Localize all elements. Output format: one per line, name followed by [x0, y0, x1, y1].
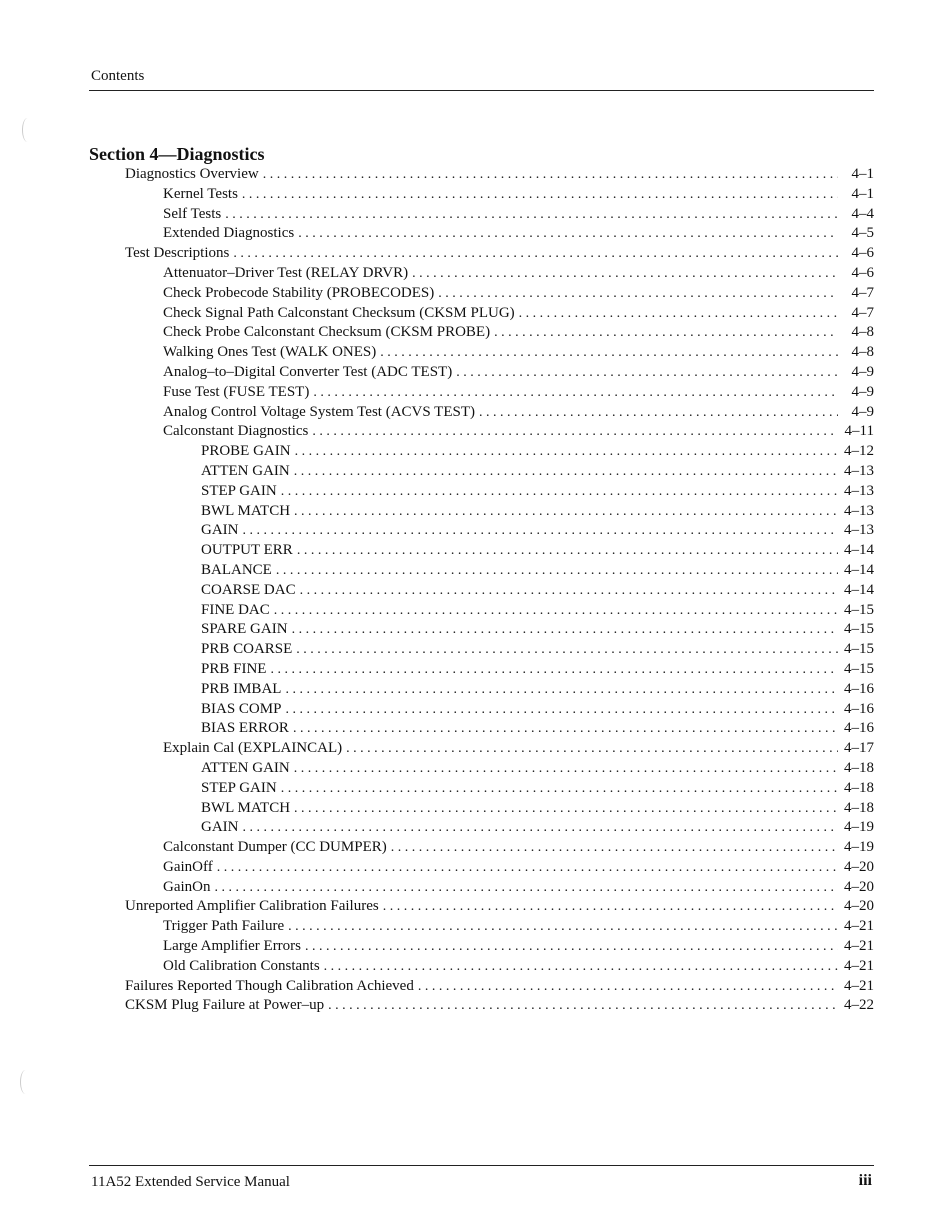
dot-leader: [438, 284, 838, 304]
running-header: Contents: [91, 68, 145, 84]
toc-entry-label: Check Probe Calconstant Checksum (CKSM PROBE): [163, 324, 491, 341]
scan-artifact: [20, 1070, 31, 1094]
toc-entry[interactable]: [0, 244, 874, 264]
toc-entry-page: 4–19: [844, 819, 874, 836]
toc-entry-label: Check Probecode Stability (PROBECODES): [163, 284, 435, 301]
toc-entry-page: 4–19: [844, 839, 874, 856]
toc-entry-label: Fuse Test (FUSE TEST): [163, 383, 310, 400]
toc-entry[interactable]: [0, 581, 874, 601]
dot-leader: [300, 581, 838, 601]
dot-leader: [479, 403, 838, 423]
toc-entry-page: 4–9: [851, 363, 874, 380]
dot-leader: [242, 185, 838, 205]
toc-entry[interactable]: [0, 977, 874, 997]
toc-entry-label: SPARE GAIN: [201, 621, 288, 638]
toc-entry-page: 4–6: [851, 264, 874, 281]
toc-entry-page: 4–12: [844, 443, 874, 460]
toc-entry[interactable]: [0, 521, 874, 541]
toc-entry-page: 4–13: [844, 522, 874, 539]
section-title: Section 4—Diagnostics: [89, 144, 265, 164]
toc-entry-label: PROBE GAIN: [201, 443, 291, 460]
toc-entry-label: BWL MATCH: [201, 799, 291, 816]
toc-entry-page: 4–4: [851, 205, 874, 222]
dot-leader: [295, 442, 838, 462]
table-of-contents: [0, 165, 950, 1016]
dot-leader: [298, 224, 838, 244]
toc-entry-page: 4–22: [844, 997, 874, 1014]
toc-entry[interactable]: [0, 165, 874, 185]
toc-entry[interactable]: [0, 897, 874, 917]
toc-entry-page: 4–1: [851, 166, 874, 182]
toc-entry-page: 4–20: [844, 858, 874, 875]
toc-entry-label: Diagnostics Overview: [125, 166, 259, 182]
toc-entry-label: GAIN: [201, 522, 239, 539]
toc-entry-label: Unreported Amplifier Calibration Failures: [125, 898, 379, 915]
dot-leader: [281, 482, 838, 502]
dot-leader: [276, 561, 838, 581]
toc-entry-page: 4–21: [844, 918, 874, 935]
toc-entry[interactable]: [0, 264, 874, 284]
footer-manual-title: 11A52 Extended Service Manual: [91, 1174, 290, 1190]
dot-leader: [270, 660, 838, 680]
toc-entry-page: 4–15: [844, 660, 874, 677]
toc-entry[interactable]: [0, 541, 874, 561]
toc-entry[interactable]: [0, 957, 874, 977]
dot-leader: [305, 937, 838, 957]
dot-leader: [519, 304, 838, 324]
dot-leader: [294, 759, 838, 779]
toc-entry-label: Analog Control Voltage System Test (ACVS TEST): [163, 403, 476, 420]
dot-leader: [324, 957, 838, 977]
toc-entry-page: 4–20: [844, 878, 874, 895]
dot-leader: [297, 541, 838, 561]
toc-entry[interactable]: [0, 343, 874, 363]
dot-leader: [215, 878, 839, 898]
dot-leader: [288, 917, 838, 937]
toc-entry-label: CKSM Plug Failure at Power–up: [125, 997, 325, 1014]
toc-entry-page: 4–13: [844, 502, 874, 519]
dot-leader: [383, 897, 838, 917]
toc-entry[interactable]: [0, 818, 874, 838]
toc-entry-page: 4–14: [844, 542, 874, 559]
toc-entry-page: 4–21: [844, 938, 874, 955]
toc-entry-label: PRB COARSE: [201, 641, 293, 658]
dot-leader: [292, 620, 838, 640]
toc-entry[interactable]: [0, 442, 874, 462]
toc-entry[interactable]: [0, 759, 874, 779]
toc-entry-page: 4–20: [844, 898, 874, 915]
toc-entry-page: 4–13: [844, 462, 874, 479]
toc-entry-label: Attenuator–Driver Test (RELAY DRVR): [163, 264, 409, 281]
toc-entry[interactable]: [0, 304, 874, 324]
toc-entry-page: 4–13: [844, 482, 874, 499]
toc-entry-label: PRB FINE: [201, 660, 267, 677]
toc-entry-label: Analog–to–Digital Converter Test (ADC TEST): [163, 363, 453, 380]
dot-leader: [412, 264, 838, 284]
toc-entry[interactable]: [0, 462, 874, 482]
dot-leader: [293, 719, 838, 739]
toc-entry-page: 4–15: [844, 641, 874, 658]
toc-entry-page: 4–16: [844, 720, 874, 737]
toc-entry[interactable]: [0, 937, 874, 957]
toc-entry-label: Trigger Path Failure: [163, 918, 285, 935]
toc-entry-page: 4–18: [844, 779, 874, 796]
dot-leader: [285, 700, 838, 720]
toc-entry[interactable]: [0, 620, 874, 640]
toc-entry-label: Calconstant Dumper (CC DUMPER): [163, 839, 387, 856]
toc-entry-page: 4–18: [844, 799, 874, 816]
toc-entry-page: 4–16: [844, 700, 874, 717]
dot-leader: [346, 739, 838, 759]
dot-leader: [281, 779, 838, 799]
toc-entry[interactable]: [0, 719, 874, 739]
toc-entry[interactable]: [0, 601, 874, 621]
toc-entry-page: 4–11: [844, 423, 874, 440]
toc-entry-page: 4–5: [851, 225, 874, 242]
header-divider: [89, 90, 874, 91]
toc-entry-label: Calconstant Diagnostics: [163, 423, 309, 440]
toc-entry-label: Test Descriptions: [125, 245, 230, 262]
toc-entry[interactable]: [0, 224, 874, 244]
toc-entry-label: Explain Cal (EXPLAINCAL): [163, 740, 343, 757]
toc-entry-page: 4–21: [844, 957, 874, 974]
toc-entry-label: Old Calibration Constants: [163, 957, 320, 974]
dot-leader: [380, 343, 838, 363]
dot-leader: [294, 799, 838, 819]
toc-entry[interactable]: [0, 323, 874, 343]
toc-entry-page: 4–1: [851, 185, 874, 202]
toc-entry-page: 4–7: [851, 284, 874, 301]
dot-leader: [243, 521, 839, 541]
toc-entry[interactable]: [0, 383, 874, 403]
toc-entry-label: BIAS COMP: [201, 700, 282, 717]
dot-leader: [391, 838, 838, 858]
toc-entry[interactable]: [0, 700, 874, 720]
dot-leader: [243, 818, 839, 838]
toc-entry[interactable]: [0, 917, 874, 937]
dot-leader: [494, 323, 838, 343]
dot-leader: [312, 422, 838, 442]
toc-entry-page: 4–8: [851, 344, 874, 361]
toc-entry-label: ATTEN GAIN: [201, 462, 290, 479]
toc-entry[interactable]: [0, 799, 874, 819]
toc-entry[interactable]: [0, 185, 874, 205]
toc-entry[interactable]: [0, 878, 874, 898]
toc-entry-label: BALANCE: [201, 561, 272, 578]
dot-leader: [294, 502, 838, 522]
toc-entry-label: Extended Diagnostics: [163, 225, 295, 242]
toc-entry[interactable]: [0, 284, 874, 304]
dot-leader: [233, 244, 838, 264]
toc-entry-page: 4–9: [851, 403, 874, 420]
dot-leader: [274, 601, 838, 621]
dot-leader: [217, 858, 838, 878]
toc-entry-page: 4–15: [844, 621, 874, 638]
toc-entry-page: 4–9: [851, 383, 874, 400]
dot-leader: [294, 462, 838, 482]
toc-entry-label: COARSE DAC: [201, 581, 296, 598]
toc-entry-page: 4–14: [844, 561, 874, 578]
scan-artifact: [22, 118, 33, 142]
toc-entry-label: Large Amplifier Errors: [163, 938, 302, 955]
toc-entry[interactable]: [0, 739, 874, 759]
toc-entry-label: OUTPUT ERR: [201, 542, 293, 559]
toc-entry[interactable]: [0, 858, 874, 878]
toc-entry-page: 4–6: [851, 245, 874, 262]
toc-entry-page: 4–18: [844, 759, 874, 776]
toc-entry-label: STEP GAIN: [201, 779, 277, 796]
toc-entry-page: 4–17: [844, 740, 874, 757]
toc-entry[interactable]: [0, 660, 874, 680]
dot-leader: [263, 165, 838, 185]
toc-entry[interactable]: [0, 403, 874, 423]
dot-leader: [328, 996, 838, 1016]
toc-entry-label: Walking Ones Test (WALK ONES): [163, 344, 377, 361]
toc-entry-page: 4–7: [851, 304, 874, 321]
toc-entry-label: STEP GAIN: [201, 482, 277, 499]
toc-entry-label: BWL MATCH: [201, 502, 291, 519]
toc-entry-label: Check Signal Path Calconstant Checksum (CKSM PLUG): [163, 304, 515, 321]
toc-entry[interactable]: [0, 838, 874, 858]
toc-entry-page: 4–15: [844, 601, 874, 618]
dot-leader: [285, 680, 838, 700]
toc-entry[interactable]: [0, 502, 874, 522]
toc-entry-label: Failures Reported Though Calibration Achieved: [125, 977, 414, 994]
toc-entry-page: 4–21: [844, 977, 874, 994]
dot-leader: [296, 640, 838, 660]
dot-leader: [313, 383, 838, 403]
dot-leader: [456, 363, 838, 383]
toc-entry-label: GAIN: [201, 819, 239, 836]
toc-entry-label: Kernel Tests: [163, 185, 238, 202]
toc-entry[interactable]: [0, 779, 874, 799]
toc-entry-label: FINE DAC: [201, 601, 270, 618]
footer-divider: [89, 1165, 874, 1166]
dot-leader: [225, 205, 838, 225]
toc-entry[interactable]: [0, 363, 874, 383]
toc-entry[interactable]: [0, 422, 874, 442]
toc-entry-label: GainOff: [163, 858, 213, 875]
toc-entry[interactable]: [0, 680, 874, 700]
toc-entry[interactable]: [0, 996, 874, 1016]
toc-entry[interactable]: [0, 640, 874, 660]
toc-entry[interactable]: [0, 561, 874, 581]
toc-entry-page: 4–16: [844, 680, 874, 697]
toc-entry-page: 4–8: [851, 324, 874, 341]
toc-entry-label: PRB IMBAL: [201, 680, 282, 697]
dot-leader: [418, 977, 838, 997]
toc-entry-label: ATTEN GAIN: [201, 759, 290, 776]
toc-entry-label: GainOn: [163, 878, 211, 895]
toc-entry-page: 4–14: [844, 581, 874, 598]
footer-page-number: iii: [858, 1172, 872, 1189]
toc-entry[interactable]: [0, 482, 874, 502]
toc-entry-label: Self Tests: [163, 205, 222, 222]
toc-entry[interactable]: [0, 205, 874, 225]
toc-entry-label: BIAS ERROR: [201, 720, 289, 737]
